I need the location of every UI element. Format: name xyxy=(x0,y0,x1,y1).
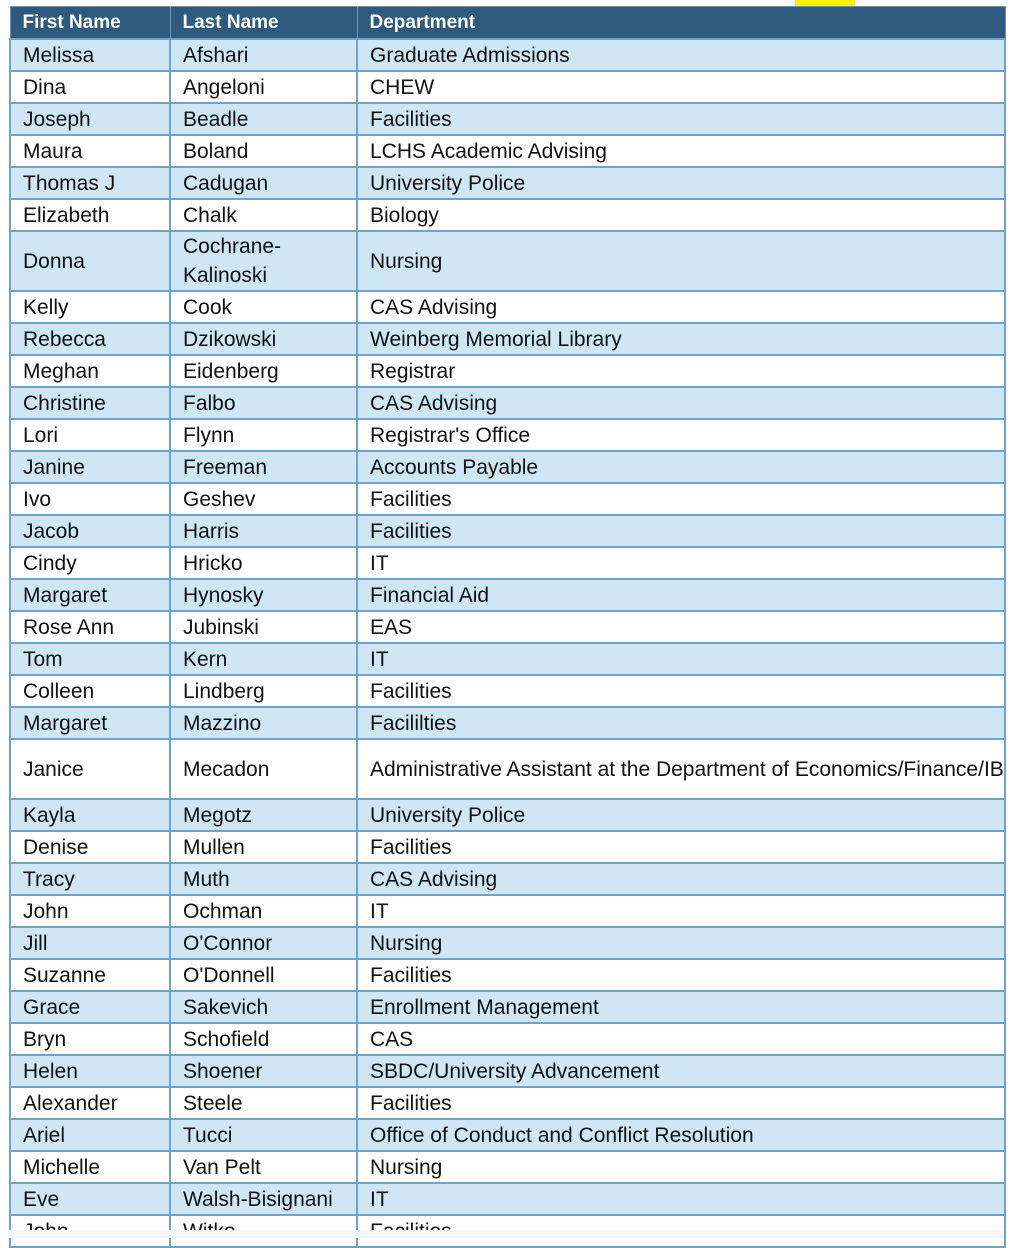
staff-directory-table xyxy=(9,6,1006,1248)
first-name-cell: Kayla xyxy=(10,799,170,831)
table-row xyxy=(10,1119,1005,1151)
table-row xyxy=(10,1023,1005,1055)
first-name-cell: Michelle xyxy=(10,1151,170,1183)
last-name-cell: Lindberg xyxy=(170,675,357,707)
table-row xyxy=(10,799,1005,831)
department-cell: Registrar's Office xyxy=(357,419,1005,451)
department-cell: EAS xyxy=(357,611,1005,643)
first-name-cell: Janine xyxy=(10,451,170,483)
department-cell: Office of Conduct and Conflict Resolution xyxy=(357,1119,1005,1151)
department-cell: CAS Advising xyxy=(357,387,1005,419)
table-row xyxy=(10,579,1005,611)
table-row xyxy=(10,707,1005,739)
first-name-cell: Christine xyxy=(10,387,170,419)
last-name-cell: Hynosky xyxy=(170,579,357,611)
department-cell: CAS xyxy=(357,1023,1005,1055)
table-row xyxy=(10,451,1005,483)
last-name-cell: Eidenberg xyxy=(170,355,357,387)
department-cell: University Police xyxy=(357,799,1005,831)
table-row xyxy=(10,323,1005,355)
table-row xyxy=(10,103,1005,135)
table-row xyxy=(10,611,1005,643)
first-name-cell: Dina xyxy=(10,71,170,103)
department-cell: Facililties xyxy=(357,707,1005,739)
first-name-cell: Colleen xyxy=(10,675,170,707)
last-name-cell: Mecadon xyxy=(170,739,357,799)
table-row xyxy=(10,39,1005,71)
department-cell: University Police xyxy=(357,167,1005,199)
last-name-cell: Hricko xyxy=(170,547,357,579)
department-cell: IT xyxy=(357,547,1005,579)
first-name-cell: Melissa xyxy=(10,39,170,71)
first-name-cell: Grace xyxy=(10,991,170,1023)
last-name-cell: Harris xyxy=(170,515,357,547)
last-name-cell: Mazzino xyxy=(170,707,357,739)
table-row xyxy=(10,1087,1005,1119)
first-name-cell: Donna xyxy=(10,231,170,291)
first-name-cell: Rose Ann xyxy=(10,611,170,643)
table-row xyxy=(10,739,1005,799)
first-name-cell: Ivo xyxy=(10,483,170,515)
table-row xyxy=(10,199,1005,231)
department-cell: SBDC/University Advancement xyxy=(357,1055,1005,1087)
last-name-cell: Freeman xyxy=(170,451,357,483)
table-row xyxy=(10,515,1005,547)
header-department: Department xyxy=(357,7,1005,40)
table-row xyxy=(10,167,1005,199)
last-name-cell: Beadle xyxy=(170,103,357,135)
table-row xyxy=(10,831,1005,863)
table-row xyxy=(10,291,1005,323)
first-name-cell: Helen xyxy=(10,1055,170,1087)
department-cell: Nursing xyxy=(357,1151,1005,1183)
last-name-cell: O'Donnell xyxy=(170,959,357,991)
first-name-cell: Denise xyxy=(10,831,170,863)
table-row xyxy=(10,927,1005,959)
department-cell: Nursing xyxy=(357,927,1005,959)
department-cell: Facilities xyxy=(357,675,1005,707)
first-name-cell: Rebecca xyxy=(10,323,170,355)
department-cell: CAS Advising xyxy=(357,291,1005,323)
table-row xyxy=(10,387,1005,419)
first-name-cell: John xyxy=(10,895,170,927)
department-cell: Financial Aid xyxy=(357,579,1005,611)
table-row xyxy=(10,547,1005,579)
first-name-cell: Jacob xyxy=(10,515,170,547)
department-cell: Facilities xyxy=(357,515,1005,547)
table-row xyxy=(10,959,1005,991)
last-name-cell: Sakevich xyxy=(170,991,357,1023)
department-cell: Facilities xyxy=(357,831,1005,863)
first-name-cell: Eve xyxy=(10,1183,170,1215)
table-row xyxy=(10,1055,1005,1087)
table-row xyxy=(10,643,1005,675)
first-name-cell: Alexander xyxy=(10,1087,170,1119)
last-name-cell: Schofield xyxy=(170,1023,357,1055)
table-row xyxy=(10,1151,1005,1183)
first-name-cell: Kelly xyxy=(10,291,170,323)
last-name-cell: Dzikowski xyxy=(170,323,357,355)
department-cell: Facilities xyxy=(357,483,1005,515)
first-name-cell: Tom xyxy=(10,643,170,675)
last-name-cell: Afshari xyxy=(170,39,357,71)
first-name-cell: Suzanne xyxy=(10,959,170,991)
last-name-cell: Mullen xyxy=(170,831,357,863)
last-name-cell: Chalk xyxy=(170,199,357,231)
header-last-name: Last Name xyxy=(170,7,357,40)
first-name-cell: Elizabeth xyxy=(10,199,170,231)
first-name-cell: Jill xyxy=(10,927,170,959)
first-name-cell: Bryn xyxy=(10,1023,170,1055)
last-name-cell: Walsh-Bisignani xyxy=(170,1183,357,1215)
first-name-cell: Cindy xyxy=(10,547,170,579)
department-cell: Facilities xyxy=(357,103,1005,135)
table-row xyxy=(10,1183,1005,1215)
first-name-cell: Thomas J xyxy=(10,167,170,199)
table-row xyxy=(10,231,1005,291)
department-cell: LCHS Academic Advising xyxy=(357,135,1005,167)
first-name-cell: Lori xyxy=(10,419,170,451)
department-cell: IT xyxy=(357,1183,1005,1215)
last-name-cell: Cadugan xyxy=(170,167,357,199)
department-cell: CAS Advising xyxy=(357,863,1005,895)
first-name-cell: Margaret xyxy=(10,707,170,739)
table-row xyxy=(10,895,1005,927)
last-name-cell: Cochrane-Kalinoski xyxy=(170,231,357,291)
department-cell: Biology xyxy=(357,199,1005,231)
first-name-cell: Tracy xyxy=(10,863,170,895)
department-cell: Facilities xyxy=(357,959,1005,991)
department-cell: Weinberg Memorial Library xyxy=(357,323,1005,355)
table-row xyxy=(10,675,1005,707)
first-name-cell: Janice xyxy=(10,739,170,799)
last-name-cell: Geshev xyxy=(170,483,357,515)
header-row xyxy=(10,7,1005,40)
last-name-cell: Falbo xyxy=(170,387,357,419)
department-cell: IT xyxy=(357,643,1005,675)
table-row xyxy=(10,991,1005,1023)
table-row xyxy=(10,135,1005,167)
last-name-cell: Tucci xyxy=(170,1119,357,1151)
last-name-cell: Muth xyxy=(170,863,357,895)
header-first-name: First Name xyxy=(10,7,170,40)
last-name-cell: Shoener xyxy=(170,1055,357,1087)
department-cell: Accounts Payable xyxy=(357,451,1005,483)
last-name-cell: Van Pelt xyxy=(170,1151,357,1183)
last-name-cell: O'Connor xyxy=(170,927,357,959)
department-cell: Graduate Admissions xyxy=(357,39,1005,71)
table-row xyxy=(10,419,1005,451)
department-cell: Enrollment Management xyxy=(357,991,1005,1023)
first-name-cell: Meghan xyxy=(10,355,170,387)
department-cell: Registrar xyxy=(357,355,1005,387)
department-cell: Nursing xyxy=(357,231,1005,291)
last-name-cell: Boland xyxy=(170,135,357,167)
department-cell: Facilities xyxy=(357,1087,1005,1119)
last-name-cell: Jubinski xyxy=(170,611,357,643)
department-cell: CHEW xyxy=(357,71,1005,103)
department-cell: Administrative Assistant at the Department of Economics/Finance/IB xyxy=(357,739,1005,799)
last-name-cell: Megotz xyxy=(170,799,357,831)
page-edge xyxy=(9,1230,1004,1238)
first-name-cell: Joseph xyxy=(10,103,170,135)
department-cell: IT xyxy=(357,895,1005,927)
last-name-cell: Flynn xyxy=(170,419,357,451)
last-name-cell: Angeloni xyxy=(170,71,357,103)
last-name-cell: Ochman xyxy=(170,895,357,927)
last-name-cell: Steele xyxy=(170,1087,357,1119)
last-name-cell: Kern xyxy=(170,643,357,675)
first-name-cell: Ariel xyxy=(10,1119,170,1151)
table-row xyxy=(10,863,1005,895)
first-name-cell: Margaret xyxy=(10,579,170,611)
table-row xyxy=(10,355,1005,387)
first-name-cell: Maura xyxy=(10,135,170,167)
table-row xyxy=(10,71,1005,103)
last-name-cell: Cook xyxy=(170,291,357,323)
table-row xyxy=(10,483,1005,515)
